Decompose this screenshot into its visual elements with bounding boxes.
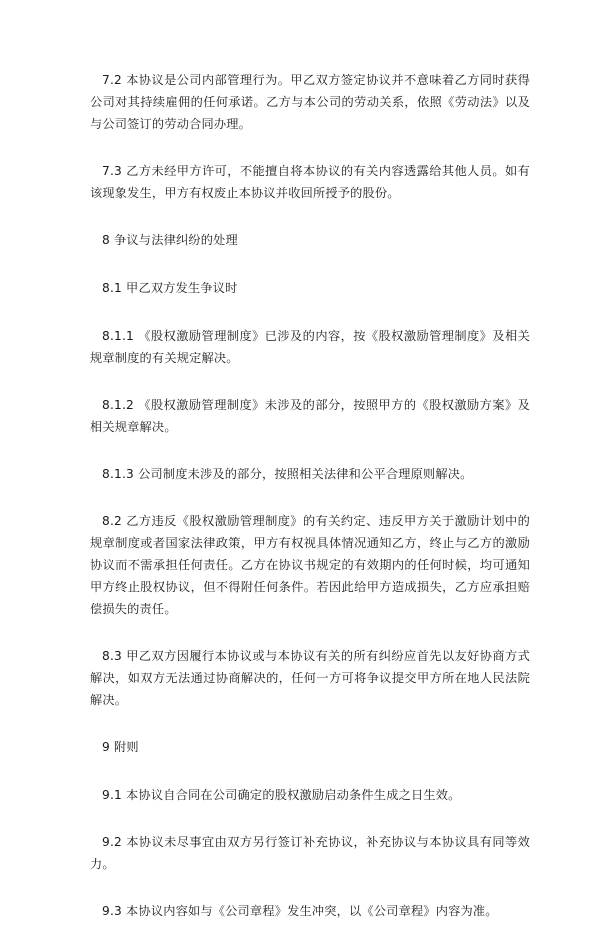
clause-8-1-1: 8.1.1 《股权激励管理制度》已涉及的内容，按《股权激励管理制度》及相关规章制度的有关规定解决。 [90,329,530,365]
clause-7-2: 7.2 本协议是公司内部管理行为。甲乙双方签定协议并不意味着乙方同时获得公司对其持续雇佣的任何承诺。乙方与本公司的劳动关系，依照《劳动法》以及与公司签订的劳动合同办理。 [90,73,530,131]
clause-8-1-2: 8.1.2 《股权激励管理制度》未涉及的部分，按照甲方的《股权激励方案》及相关规章解决。 [90,398,530,434]
clause-9-3: 9.3 本协议内容如与《公司章程》发生冲突，以《公司章程》内容为准。 [102,904,498,918]
clause-9-2: 9.2 本协议未尽事宜由双方另行签订补充协议，补充协议与本协议具有同等效力。 [90,835,530,871]
section-8-heading: 8 争议与法律纠纷的处理 [102,233,238,247]
clause-9-1: 9.1 本协议自合同在公司确定的股权激励启动条件生成之日生效。 [102,788,461,802]
clause-7-3: 7.3 乙方未经甲方许可，不能擅自将本协议的有关内容透露给其他人员。如有该现象发生，甲方有权废止本协议并收回所授予的股份。 [90,164,530,200]
section-9-heading: 9 附则 [102,740,139,754]
clause-8-2: 8.2 乙方违反《股权激励管理制度》的有关约定、违反甲方关于激励计划中的规章制度或者国家法律政策，甲方有权视具体情况通知乙方，终止与乙方的激励协议而不需承担任何责任。乙方在协议书规定的有效期内的任何时候，均可通知甲方终止股权协议，但不得附任何条件。若因此给甲方造成损失，乙方应承担赔偿损失的责任。 [90,514,530,616]
document-body [90,69,530,947]
clause-8-3: 8.3 甲乙双方因履行本协议或与本协议有关的所有纠纷应首先以友好协商方式解决，如双方无法通过协商解决的，任何一方可将争议提交甲方所在地人民法院解决。 [90,649,530,707]
clause-8-1-heading: 8.1 甲乙双方发生争议时 [102,281,238,295]
clause-8-1-3: 8.1.3 公司制度未涉及的部分，按照相关法律和公平合理原则解决。 [102,467,473,481]
